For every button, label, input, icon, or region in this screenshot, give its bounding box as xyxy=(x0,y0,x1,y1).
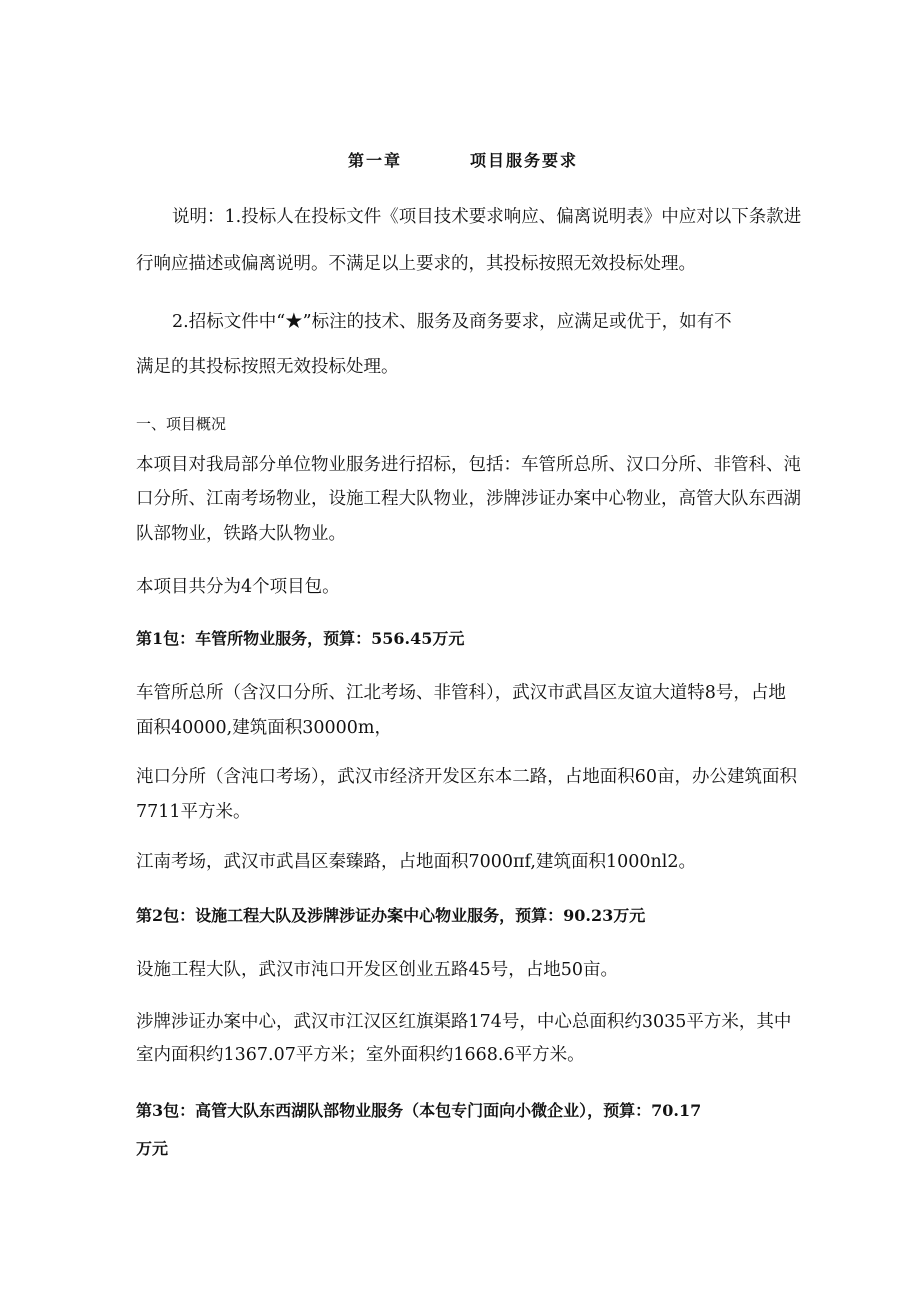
package-1-line-a1: 车管所总所（含汉口分所、江北考场、非管科），武汉市武昌区友谊大道特8号，占地 xyxy=(136,683,786,703)
note-line-2: 行响应描述或偏离说明。不满足以上要求的，其投标按照无效投标处理。 xyxy=(136,254,696,274)
package-2-line-b2: 室内面积约1367.07平方米；室外面积约1668.6平方米。 xyxy=(136,1045,585,1065)
package-1-line-b1: 沌口分所（含沌口考场），武汉市经济开发区东本二路，占地面积60亩，办公建筑面积 xyxy=(136,767,798,787)
note-line-4: 满足的其投标按照无效投标处理。 xyxy=(136,357,399,377)
chapter-number: 第一章 xyxy=(348,151,403,170)
chapter-title: 项目服务要求 xyxy=(470,151,579,170)
intro-line-1: 本项目对我局部分单位物业服务进行招标，包括：车管所总所、汉口分所、非管科、沌 xyxy=(136,455,801,475)
package-2-line-a1: 设施工程大队，武汉市沌口开发区创业五路45号，占地50亩。 xyxy=(136,960,619,980)
package-2-heading: 第2包：设施工程大队及涉牌涉证办案中心物业服务，预算：90.23万元 xyxy=(136,906,646,925)
section-heading: 一、项目概况 xyxy=(136,415,227,433)
package-1-heading: 第1包：车管所物业服务，预算：556.45万元 xyxy=(136,629,465,648)
package-1-line-c1: 江南考场，武汉市武昌区秦臻路，占地面积7000πf,建筑面积1000nl2。 xyxy=(136,852,696,872)
packages-count: 本项目共分为4个项目包。 xyxy=(136,577,340,597)
package-2-line-b1: 涉牌涉证办案中心，武汉市江汉区红旗渠路174号，中心总面积约3035平方米，其中 xyxy=(136,1012,792,1032)
intro-line-2: 口分所、江南考场物业，设施工程大队物业，涉牌涉证办案中心物业，高管大队东西湖 xyxy=(136,489,801,509)
note-line-3: 2.招标文件中“★”标注的技术、服务及商务要求，应满足或优于，如有不 xyxy=(172,312,732,332)
intro-line-3: 队部物业，铁路大队物业。 xyxy=(136,524,346,544)
note-line-1: 说明：1.投标人在投标文件《项目技术要求响应、偏离说明表》中应对以下条款进 xyxy=(172,207,802,227)
package-3-heading-line-1: 第3包：高管大队东西湖队部物业服务（本包专门面向小微企业），预算：70.17 xyxy=(136,1101,702,1120)
package-1-line-b2: 7711平方米。 xyxy=(136,802,251,822)
package-3-heading-line-2: 万元 xyxy=(136,1139,169,1158)
package-1-line-a2: 面积40000,建筑面积30000m， xyxy=(136,718,392,738)
